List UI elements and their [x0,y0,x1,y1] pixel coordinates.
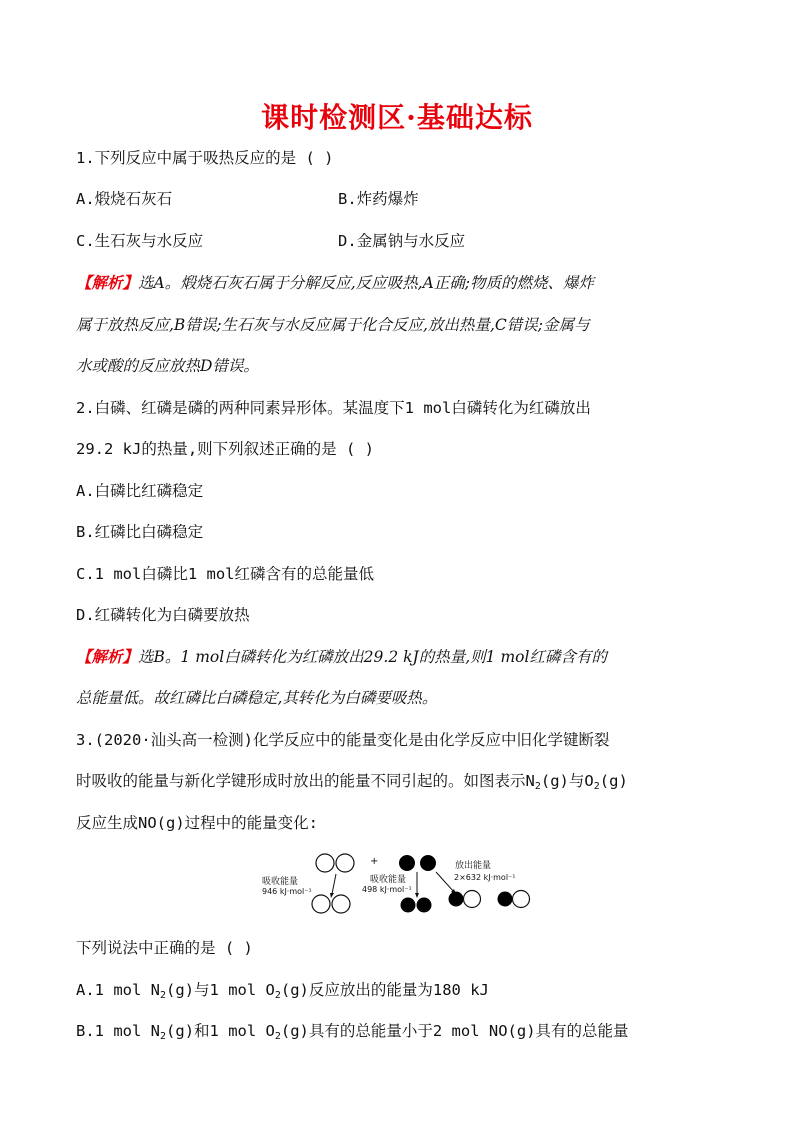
q2-analysis-line-1 [76,647,607,667]
arrow-icon [332,874,336,894]
q2-option-d: D.红磷转化为白磷要放热 [76,606,250,624]
q1-analysis-line-1 [76,273,594,293]
arrow-head-icon [415,893,419,898]
q3-stem-line-2-text: 时吸收的能量与新化学键形成时放出的能量不同引起的。如图表示 [76,772,526,790]
n-atom-icon [513,891,530,908]
gas-state: (g) [540,772,569,790]
q3-stem-line-1: 3.(2020·汕头高一检测)化学反应中的能量变化是由化学反应中旧化学键断裂 [76,731,610,749]
q2-option-a: A.白磷比红磷稳定 [76,482,204,500]
q3-option-b-part-3: (g)具有的总能量小于2 mol NO(g)具有的总能量 [280,1022,629,1040]
q2-option-c: C.1 mol白磷比1 mol红磷含有的总能量低 [76,565,374,583]
o2-symbol: O [584,772,594,790]
subscript-2: 2 [160,1031,167,1042]
n-atom-icon [464,891,481,908]
q3-option-b-part-1: B.1 mol N [76,1022,160,1040]
q2-stem-line-2: 29.2 kJ的热量,则下列叙述正确的是 ( ) [76,440,374,458]
q1-analysis-text-1: 选A。煅烧石灰石属于分解反应,反应吸热,A正确;物质的燃烧、爆炸 [138,274,594,292]
o-atom-icon [417,898,432,913]
q3-option-a-part-1: A.1 mol N [76,981,160,999]
q3-option-b-part-2: (g)和1 mol O [166,1022,275,1040]
o2-bond-energy: 498 kJ·mol⁻¹ [362,885,412,894]
arrow-head-icon [330,893,334,898]
q2-stem-line-1: 2.白磷、红磷是磷的两种同素异形体。某温度下1 mol白磷转化为红磷放出 [76,399,591,417]
q2-analysis-tag: 【解析】 [76,647,139,666]
o-atom-icon [420,855,436,871]
absorb-energy-label-1: 吸收能量 [262,877,299,887]
q2-analysis-line-2: 总能量低。故红磷比白磷稳定,其转化为白磷要吸热。 [76,689,438,707]
n2-symbol: N [525,772,535,790]
q3-question: 下列说法中正确的是 ( ) [76,939,253,957]
q2-analysis-text-1: 选B。1 mol白磷转化为红磷放出29.2 kJ的热量,则1 mol红磷含有的 [138,648,607,666]
page-title: 课时检测区·基础达标 [261,101,533,134]
q3-option-a-part-3: (g)反应放出的能量为180 kJ [280,981,489,999]
q3-option-a [76,980,489,1000]
plus-sign: + [370,856,379,867]
q3-option-b [76,1021,629,1041]
no-bond-energy: 2×632 kJ·mol⁻¹ [454,873,516,882]
o-atom-icon [401,898,416,913]
release-energy-label: 放出能量 [455,861,492,871]
o-atom-icon [399,855,415,871]
subscript-2: 2 [274,1031,281,1042]
n2-bond-energy: 946 kJ·mol⁻¹ [262,887,312,896]
q1-option-d: D.金属钠与水反应 [338,232,466,250]
energy-diagram [258,852,538,918]
o-atom-icon [449,892,464,907]
n-atom-icon [316,854,334,872]
subscript-2: 2 [274,990,281,1001]
subscript-2: 2 [160,990,167,1001]
absorb-energy-label-2: 吸收能量 [370,875,407,885]
q1-option-a: A.煅烧石灰石 [76,190,173,208]
q1-stem: 1.下列反应中属于吸热反应的是 ( ) [76,149,334,167]
q3-stem-line-3: 反应生成NO(g)过程中的能量变化: [76,814,318,832]
arrow-icon [436,872,454,892]
q1-analysis-line-3: 水或酸的反应放热D错误。 [76,357,259,375]
q1-option-b: B.炸药爆炸 [338,190,419,208]
n-atom-icon [312,895,330,913]
n-atom-icon [332,895,350,913]
q1-analysis-tag: 【解析】 [76,273,139,292]
gas-state: (g) [599,772,628,790]
o-atom-icon [498,892,513,907]
and-word: 与 [568,772,585,790]
q3-option-a-part-2: (g)与1 mol O [166,981,275,999]
q1-option-c: C.生石灰与水反应 [76,232,204,250]
q1-analysis-line-2: 属于放热反应,B错误;生石灰与水反应属于化合反应,放出热量,C错误;金属与 [76,316,590,334]
subscript-2: 2 [593,781,600,792]
q2-option-b: B.红磷比白磷稳定 [76,523,204,541]
q3-stem-line-2 [76,771,628,791]
subscript-2: 2 [534,781,541,792]
n-atom-icon [336,854,354,872]
